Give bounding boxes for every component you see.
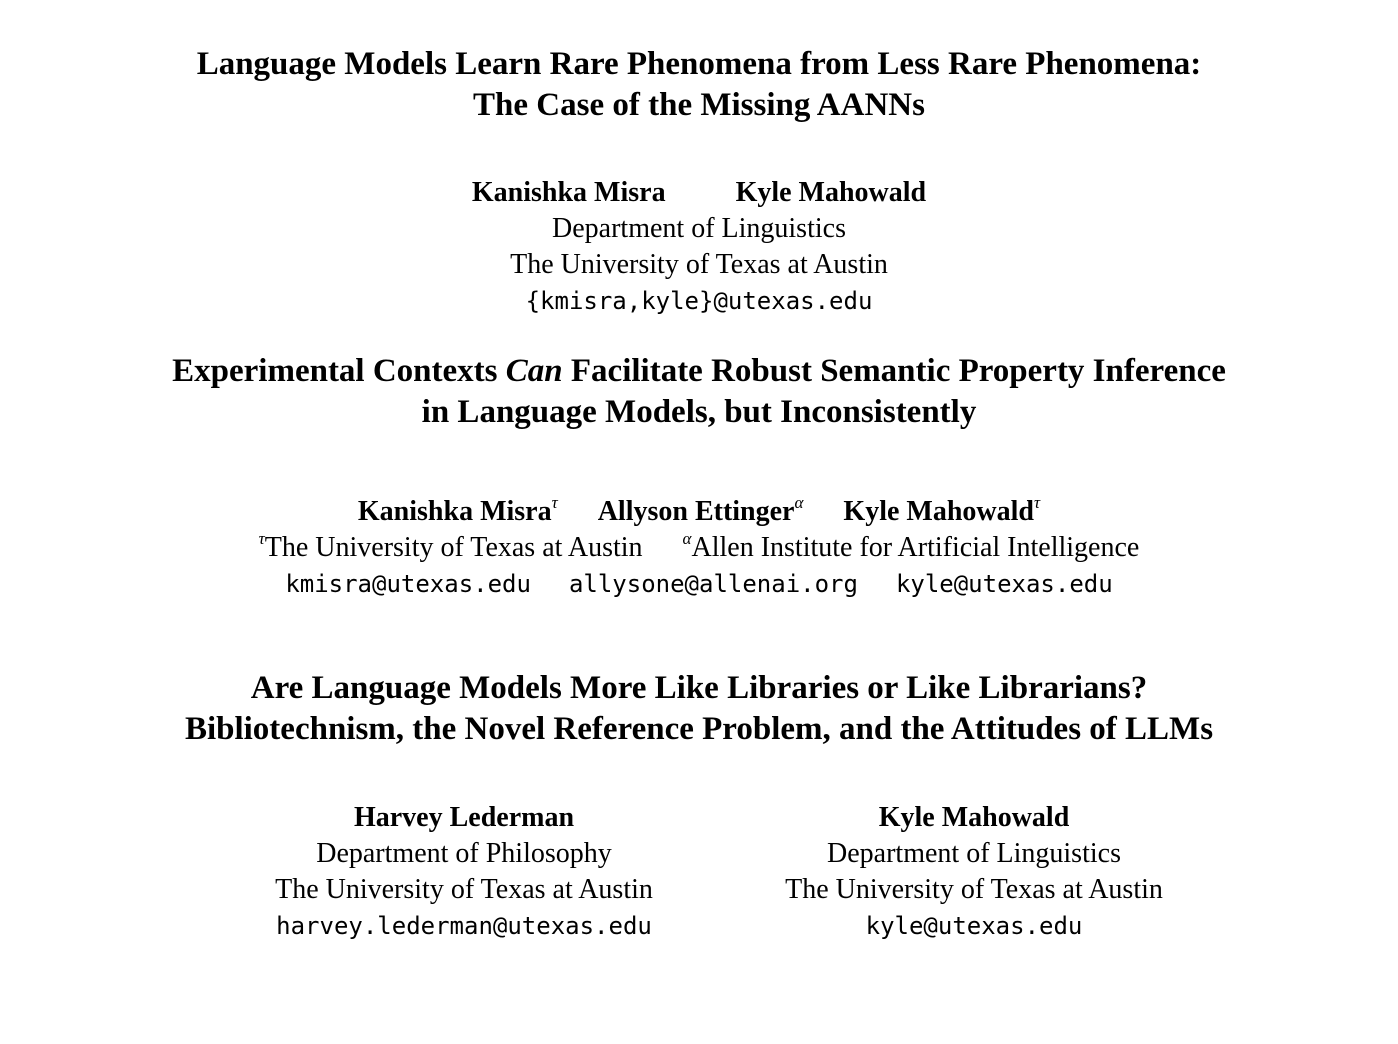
paper2-aff-utexas: The University of Texas at Austin bbox=[264, 532, 643, 563]
paper2-author-ettinger: Allyson Ettinger bbox=[597, 496, 795, 527]
paper1-department: Department of Linguistics bbox=[552, 213, 846, 244]
paper2-title-post: Facilitate Robust Semantic Property Inference bbox=[562, 353, 1226, 389]
paper1-author-misra: Kanishka Misra bbox=[471, 177, 666, 208]
paper2-title-line1 bbox=[0, 351, 1398, 392]
paper2-aff-ai2: Allen Institute for Artificial Intelligence bbox=[691, 532, 1140, 563]
paper3-left-email: harvey.lederman@utexas.edu bbox=[276, 912, 652, 940]
paper2-author-mahowald: Kyle Mahowald bbox=[843, 496, 1034, 527]
paper3-right-university: The University of Texas at Austin bbox=[785, 874, 1163, 905]
paper1-title-line1: Language Models Learn Rare Phenomena from Less Rare Phenomena: bbox=[196, 46, 1202, 82]
paper2-authors bbox=[0, 494, 1398, 602]
paper3-title-line2: Bibliotechnism, the Novel Reference Problem, and the Attitudes of LLMs bbox=[184, 711, 1214, 747]
paper3-right-email: kyle@utexas.edu bbox=[865, 912, 1083, 940]
paper2-emails bbox=[0, 566, 1398, 602]
paper1-title-line2: The Case of the Missing AANNs bbox=[473, 87, 925, 123]
paper3-author-lederman: Harvey Lederman bbox=[353, 802, 575, 833]
paper3-title-line1: Are Language Models More Like Libraries or Like Librarians? bbox=[250, 670, 1148, 706]
affiliation-mark: τ bbox=[258, 529, 265, 548]
affiliation-mark: τ bbox=[551, 493, 558, 512]
affiliation-mark: α bbox=[682, 529, 692, 548]
paper3-left-department: Department of Philosophy bbox=[316, 838, 612, 869]
paper3-title bbox=[0, 668, 1398, 750]
paper1-author-mahowald: Kyle Mahowald bbox=[735, 177, 927, 208]
paper1-university: The University of Texas at Austin bbox=[510, 249, 888, 280]
paper2-title bbox=[0, 351, 1398, 433]
paper2-email-misra: kmisra@utexas.edu bbox=[285, 570, 531, 598]
paper2-author-misra: Kanishka Misra bbox=[357, 496, 552, 527]
paper1-email: {kmisra,kyle}@utexas.edu bbox=[525, 287, 873, 315]
paper1-authors bbox=[0, 175, 1398, 319]
paper3-author-left bbox=[214, 800, 714, 944]
paper3-author-mahowald: Kyle Mahowald bbox=[878, 802, 1070, 833]
paper2-email-mahowald: kyle@utexas.edu bbox=[895, 570, 1113, 598]
paper2-title-emphasis: Can bbox=[505, 353, 563, 389]
paper3-right-department: Department of Linguistics bbox=[827, 838, 1121, 869]
paper1-title bbox=[0, 44, 1398, 126]
affiliation-mark: α bbox=[794, 493, 804, 512]
paper3-author-right bbox=[724, 800, 1224, 944]
paper2-title-pre: Experimental Contexts bbox=[172, 353, 506, 389]
paper2-title-line2: in Language Models, but Inconsistently bbox=[421, 394, 977, 430]
paper2-affiliations bbox=[0, 530, 1398, 566]
paper3-left-university: The University of Texas at Austin bbox=[275, 874, 653, 905]
paper2-email-ettinger: allysone@allenai.org bbox=[568, 570, 858, 598]
affiliation-mark: τ bbox=[1033, 493, 1041, 512]
